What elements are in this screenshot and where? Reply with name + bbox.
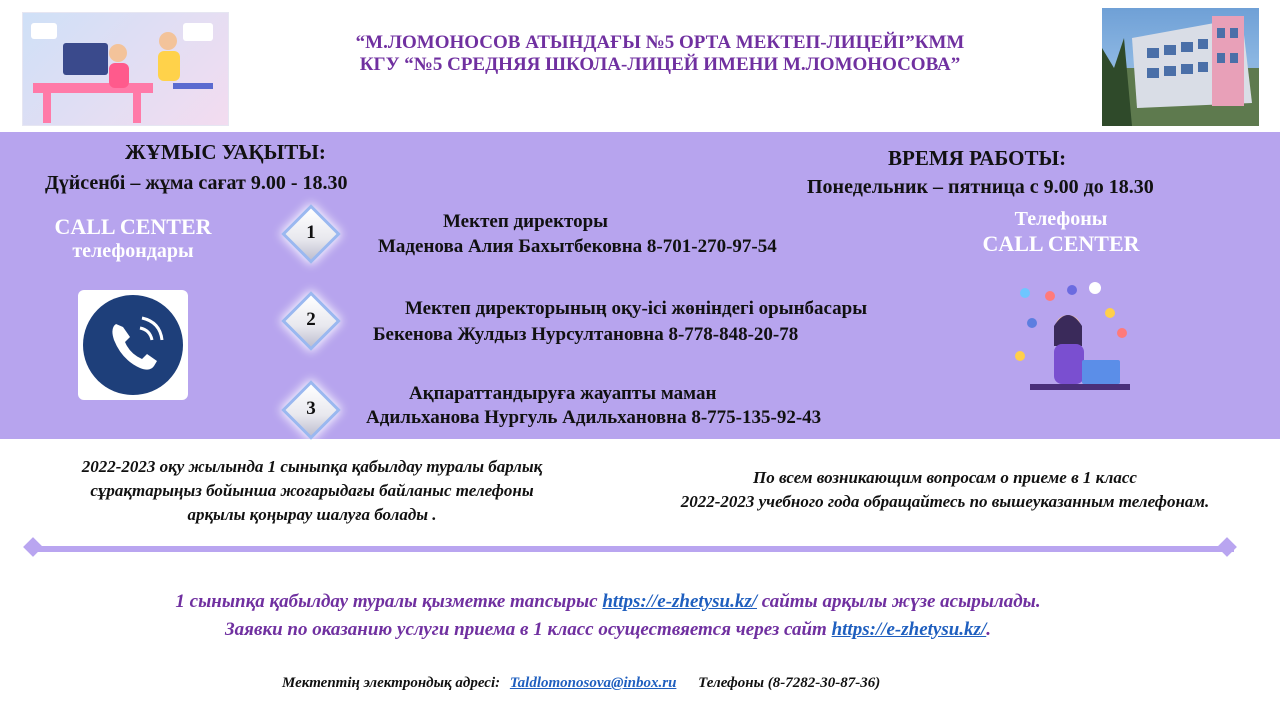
note-ru-line2: 2022-2023 учебного года обращайтесь по вышеуказанным телефонам. [680, 492, 1210, 511]
note-kz-line3: арқылы қоңырау шалуға болады . [187, 505, 437, 524]
contact-person-2: Бекенова Жулдыз Нурсултановна 8-778-848-20-78 [373, 324, 799, 345]
service-link-ru[interactable]: https://e-zhetysu.kz/ [831, 619, 987, 640]
note-kz-line1: 2022-2023 оқу жылында 1 сыныпқа қабылдау туралы барлық [81, 457, 543, 476]
work-hours-ru: Понедельник – пятница с 9.00 до 18.30 [807, 176, 1154, 198]
contact-role-2: Мектеп директорының оқу-ісі жөніндегі орынбасары [405, 298, 868, 319]
work-hours-heading-ru: ВРЕМЯ РАБОТЫ: [888, 146, 1067, 170]
work-hours-kz: Дүйсенбі – жұма сағат 9.00 - 18.30 [45, 172, 348, 194]
page-title [240, 32, 1080, 76]
service-ru-text-end: . [986, 619, 991, 640]
service-kz-text: 1 сыныпқа қабылдау туралы қызметке тапсырыс [175, 591, 603, 612]
footer-phone: Телефоны (8-7282-30-87-36) [698, 675, 881, 691]
footer [282, 675, 1042, 692]
footer-email-label: Мектептің электрондық адресі: [282, 675, 501, 691]
note-ru-line1: По всем возникающим вопросам о приеме в 1 класс [753, 468, 1137, 487]
contact-person-3: Адильханова Нургуль Адильхановна 8-775-135-92-43 [366, 407, 822, 428]
call-center-ru-line1: Телефоны [1014, 208, 1108, 230]
divider-left-diamond [23, 537, 43, 557]
divider-right-diamond [1217, 537, 1237, 557]
contact-number-1: 1 [306, 222, 316, 243]
service-kz [20, 588, 1196, 616]
divider [34, 546, 1234, 552]
call-center-label-kz [20, 214, 246, 263]
call-center-illustration [22, 12, 229, 126]
service-ru [20, 616, 1196, 644]
call-center-kz-line2: телефондары [72, 240, 194, 262]
contact-person-1: Маденова Алия Бахытбековна 8-701-270-97-54 [378, 236, 777, 257]
phone-icon [78, 290, 188, 400]
phone-icon-tile [78, 290, 188, 400]
title-line-kz: “М.ЛОМОНОСОВ АТЫНДАҒЫ №5 ОРТА МЕКТЕП-ЛИЦЕЙІ”КММ [355, 32, 965, 53]
footer-email-link[interactable]: Taldlomonosova@inbox.ru [509, 675, 677, 691]
call-center-ru-line2: CALL CENTER [982, 231, 1140, 256]
note-kz [12, 455, 612, 527]
contact-role-1: Мектеп директоры [443, 211, 609, 232]
operator-illustration [1010, 278, 1140, 403]
call-center-kz-line1: CALL CENTER [54, 214, 212, 239]
work-hours-heading-kz: ЖҰМЫС УАҚЫТЫ: [125, 140, 326, 164]
call-center-label-ru [950, 208, 1172, 257]
title-line-ru: КГУ “№5 СРЕДНЯЯ ШКОЛА-ЛИЦЕЙ ИМЕНИ М.ЛОМОНОСОВА” [359, 54, 961, 75]
contact-number-2: 2 [306, 309, 316, 330]
note-ru [612, 466, 1278, 514]
service-ru-text: Заявки по оказанию услуги приема в 1 класс осуществяется через сайт [225, 619, 832, 640]
school-building-photo [1102, 8, 1259, 126]
service-link-kz[interactable]: https://e-zhetysu.kz/ [602, 591, 758, 612]
service-kz-text-end: сайты арқылы жүзе асырылады. [757, 591, 1041, 612]
note-kz-line2: сұрақтарыңыз бойынша жоғарыдағы байланыс телефоны [90, 481, 534, 500]
contact-role-3: Ақпараттандыруға жауапты маман [409, 383, 717, 404]
contact-number-3: 3 [306, 398, 316, 419]
